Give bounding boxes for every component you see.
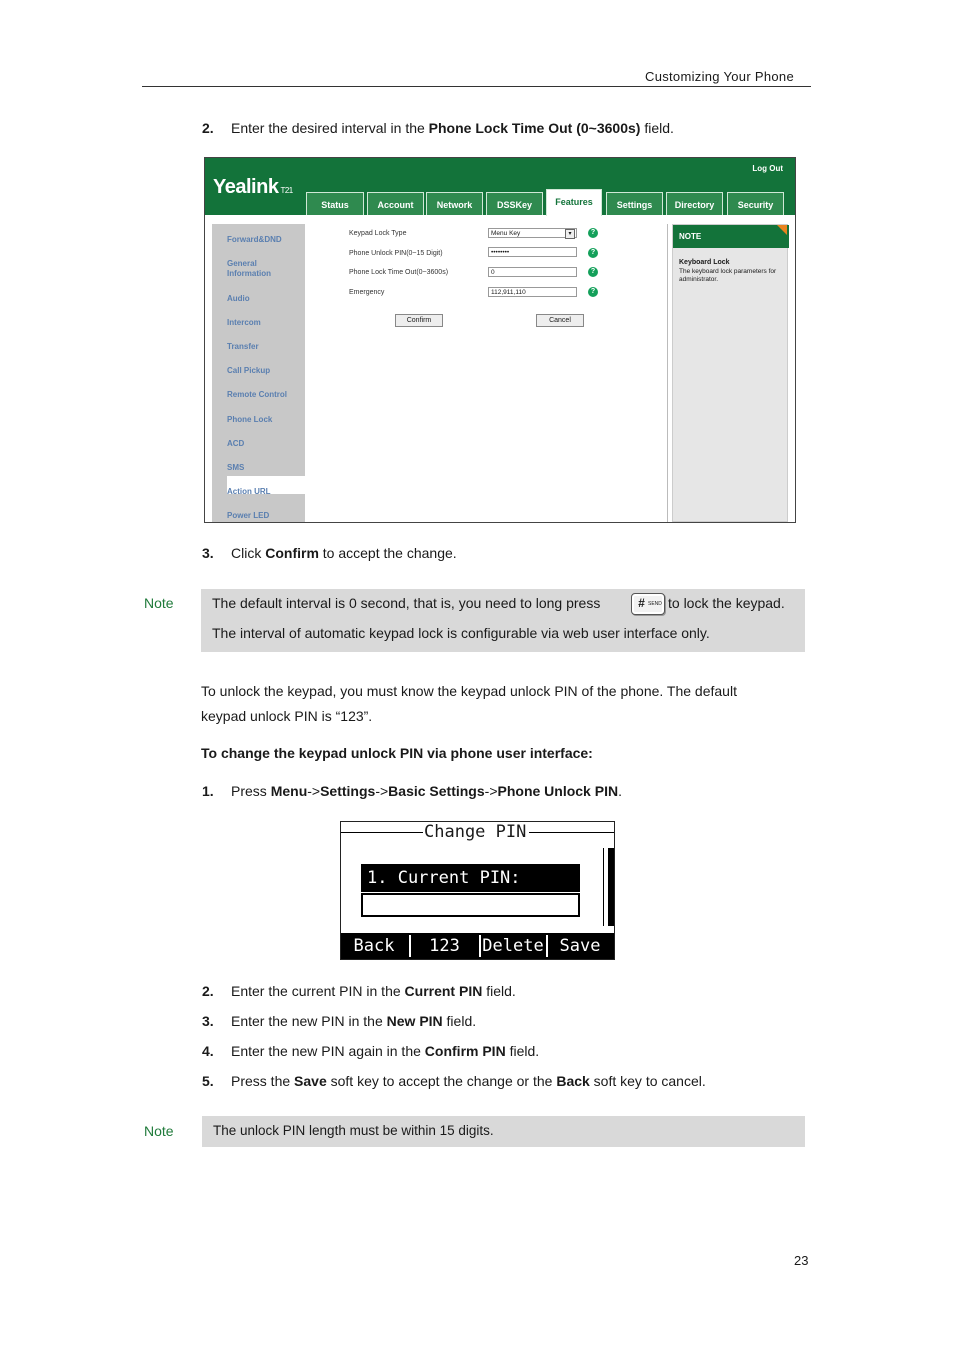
note-box (201, 589, 805, 652)
step-text: Enter the current PIN in the Current PIN field. (231, 983, 516, 999)
web-ui-topbar (205, 158, 795, 215)
keypad-lock-type-select[interactable]: Menu Key ▾ (488, 228, 577, 238)
scrollbar[interactable] (608, 848, 614, 926)
running-header: Customizing Your Phone (645, 69, 794, 84)
label-phone-unlock-pin: Phone Unlock PIN(0~15 Digit) (349, 250, 443, 257)
help-icon[interactable]: ? (588, 248, 598, 258)
paragraph-line-1: To unlock the keypad, you must know the keypad unlock PIN of the phone. The default (201, 683, 737, 699)
tab-features[interactable]: Features (546, 189, 602, 216)
page-number: 23 (794, 1253, 809, 1268)
sidebar-item-information[interactable]: Information (227, 269, 271, 278)
help-icon[interactable]: ? (588, 287, 598, 297)
step-text: Enter the desired interval in the Phone Lock Time Out (0~3600s) field. (231, 120, 674, 136)
sidebar-item-audio[interactable]: Audio (227, 294, 250, 303)
title-rule-right (529, 832, 614, 833)
phone-lock-timeout-input[interactable]: 0 (488, 267, 577, 277)
softkey-delete[interactable]: Delete (482, 936, 544, 956)
phone-lcd-screenshot (340, 821, 615, 960)
step-text: Click Confirm to accept the change. (231, 545, 457, 561)
web-ui-screenshot (204, 157, 796, 523)
logout-link[interactable]: Log Out (752, 164, 783, 173)
lcd-selected-item: 1. Current PIN: (361, 864, 580, 892)
tab-directory[interactable]: Directory (666, 192, 723, 215)
current-pin-field[interactable] (361, 893, 580, 917)
note-panel-title: Keyboard Lock (679, 259, 730, 266)
chevron-down-icon[interactable]: ▾ (565, 229, 575, 239)
step-number: 5. (202, 1073, 214, 1089)
sidebar-item-power-led[interactable]: Power LED (227, 511, 270, 520)
note-panel-header: NOTE (673, 225, 789, 248)
step-text: Press the Save soft key to accept the change or the Back soft key to cancel. (231, 1073, 706, 1089)
sidebar-item-transfer[interactable]: Transfer (227, 342, 259, 351)
step-text: Press Menu->Settings->Basic Settings->Phone Unlock PIN. (231, 783, 622, 799)
step-number: 2. (202, 983, 214, 999)
sidebar-item-forward-dnd[interactable]: Forward&DND (227, 235, 282, 244)
sidebar-item-sms[interactable]: SMS (227, 463, 245, 472)
step-number: 4. (202, 1043, 214, 1059)
phone-unlock-pin-input[interactable]: •••••••• (488, 247, 577, 257)
note-label: Note (144, 1123, 174, 1139)
tab-dsskey[interactable]: DSSKey (486, 192, 543, 215)
sidebar-item-general[interactable]: General (227, 259, 257, 268)
label-phone-lock-timeout: Phone Lock Time Out(0~3600s) (349, 269, 449, 276)
label-emergency: Emergency (349, 289, 385, 296)
note-text: The unlock PIN length must be within 15 digits. (213, 1123, 494, 1138)
note-line-1-end: to lock the keypad. (668, 595, 785, 611)
note-line-2: The interval of automatic keypad lock is configurable via web user interface only. (212, 625, 710, 641)
sidebar-item-call-pickup[interactable]: Call Pickup (227, 366, 271, 375)
cancel-button[interactable]: Cancel (536, 314, 584, 327)
note-corner-fold-icon (777, 225, 787, 235)
sidebar-item-acd[interactable]: ACD (227, 439, 245, 448)
tab-account[interactable]: Account (367, 192, 424, 215)
label-keypad-lock-type: Keypad Lock Type (349, 230, 407, 237)
help-icon[interactable]: ? (588, 228, 598, 238)
web-ui-sidebar (212, 224, 305, 522)
softkey-back[interactable]: Back (353, 936, 395, 956)
sidebar-item-phone-lock[interactable]: Phone Lock (227, 415, 273, 424)
step-number: 2. (202, 120, 214, 136)
softkey-save[interactable]: Save (559, 936, 601, 956)
tab-status[interactable]: Status (306, 192, 364, 215)
paragraph-line-2: keypad unlock PIN is “123”. (201, 708, 373, 724)
tab-security[interactable]: Security (727, 192, 784, 215)
step-text: Enter the new PIN in the New PIN field. (231, 1013, 477, 1029)
emergency-input[interactable]: 112,911,110 (488, 287, 577, 297)
step-number: 3. (202, 545, 214, 561)
pound-send-key-icon: # SEND (631, 593, 665, 615)
lcd-title: Change PIN (424, 822, 527, 842)
step-number: 1. (202, 783, 214, 799)
tab-settings[interactable]: Settings (606, 192, 663, 215)
yealink-logo: Yealink T21 (213, 176, 293, 198)
confirm-button[interactable]: Confirm (395, 314, 443, 327)
tab-network[interactable]: Network (426, 192, 483, 215)
title-rule-left (341, 832, 423, 833)
step-text: Enter the new PIN again in the Confirm PIN field. (231, 1043, 540, 1059)
web-ui-note-panel (672, 224, 788, 522)
note-label: Note (144, 595, 174, 611)
note-panel-body: The keyboard lock parameters for administrator. (679, 268, 777, 283)
note-box (202, 1116, 805, 1147)
note-line-1: The default interval is 0 second, that is, you need to long press (212, 595, 601, 611)
softkey-123[interactable]: 123 (429, 936, 460, 956)
help-icon[interactable]: ? (588, 267, 598, 277)
sidebar-item-action-url[interactable]: Action URL (227, 487, 271, 496)
sidebar-item-remote-control[interactable]: Remote Control (227, 390, 287, 399)
step-number: 3. (202, 1013, 214, 1029)
panel-divider (667, 224, 668, 522)
sidebar-item-intercom[interactable]: Intercom (227, 318, 261, 327)
procedure-heading: To change the keypad unlock PIN via phone user interface: (201, 745, 593, 761)
header-rule (142, 86, 811, 87)
